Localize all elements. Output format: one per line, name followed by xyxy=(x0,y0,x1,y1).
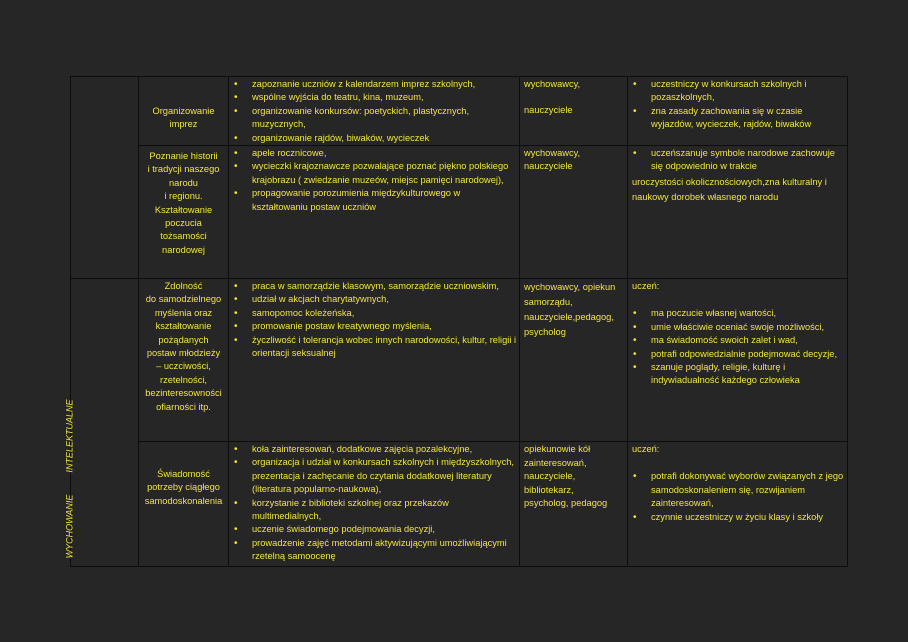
tasks-cell xyxy=(229,146,520,279)
list-item: • organizowanie rajdów, biwaków, wycieczek xyxy=(252,132,517,145)
list-item: • propagowanie porozumienia międzykulturowego w kształtowaniu postaw uczniów xyxy=(252,187,517,214)
goal-cell xyxy=(139,77,229,146)
list-item: • koła zainteresowań, dodatkowe zajęcia pozalekcyjne, xyxy=(252,443,517,456)
text-line xyxy=(524,91,623,104)
area-cell-empty xyxy=(71,77,139,279)
list-item: • zapoznanie uczniów z kalendarzem imprez szkolnych, xyxy=(252,78,517,91)
text-line: Kształtowanie xyxy=(154,204,213,215)
effects-cell xyxy=(628,146,848,279)
text-line: nauczyciele xyxy=(524,161,573,172)
text-line: kształtowanie xyxy=(155,321,212,332)
effects-text: uroczystości okolicznościowych,zna kulturalny i naukowy dorobek własnego narodu xyxy=(632,176,827,202)
list-item: • samopomoc koleżeńska, xyxy=(252,307,517,320)
list-item: • wycieczki krajoznawcze pozwalające poznać piękno polskiego krajobrazu ( zwiedzanie muzeów, miejsc pamięci narodowej), xyxy=(252,160,517,187)
text-line: rzetelności, xyxy=(159,374,208,385)
list-item: • apele rocznicowe, xyxy=(252,147,517,160)
text-line: psycholog, pedagog xyxy=(524,498,608,509)
text-line: i tradycji naszego xyxy=(147,164,220,175)
text-line: bezinteresowności xyxy=(145,388,222,399)
text-line: samodoskonalenia xyxy=(144,495,223,506)
text-line: psycholog xyxy=(524,327,566,338)
responsible-cell xyxy=(520,442,628,567)
list-item: • umie właściwie oceniać swoje możliwości, xyxy=(651,321,845,334)
list-item: • szanuje poglądy, religie, kulturę i indywiadualność każdego człowieka xyxy=(651,361,845,388)
text-line: wychowawcy, xyxy=(524,148,581,159)
text-line: Poznanie historii xyxy=(149,151,218,162)
goal-cell xyxy=(139,279,229,442)
list-item: • praca w samorządzie klasowym, samorządzie uczniowskim, xyxy=(252,280,517,293)
area-label-line-1: WYCHOWANIE xyxy=(64,494,75,559)
list-item: • uczenie świadomego podejmowania decyzji, xyxy=(252,523,517,536)
text-line: Świadomość xyxy=(157,469,210,480)
table-row xyxy=(71,146,848,279)
tasks-cell xyxy=(229,77,520,146)
text-line: wychowawcy, xyxy=(524,79,581,89)
text-line: opiekunowie kół zainteresowań, xyxy=(524,444,591,468)
goal-cell xyxy=(139,146,229,279)
responsible-cell xyxy=(520,146,628,279)
table-row xyxy=(71,279,848,442)
text-line: Organizowanie xyxy=(152,106,215,116)
responsible-cell xyxy=(520,279,628,442)
text-line: wychowawcy, opiekun samorządu, xyxy=(524,282,616,308)
text-line: potrzeby ciągłego xyxy=(147,482,220,493)
text-line: Zdolność xyxy=(164,281,203,292)
list-item: • uczestniczy w konkursach szkolnych i pozaszkolnych, xyxy=(651,78,845,105)
effects-cell xyxy=(628,279,848,442)
effects-cell xyxy=(628,442,848,567)
area-label xyxy=(64,399,77,558)
list-item: • korzystanie z biblioteki szkolnej oraz przekazów multimedialnych, xyxy=(252,497,517,524)
list-item: • organizowanie konkursów: poetyckich, plastycznych, muzycznych, xyxy=(252,105,517,132)
text-line: nauczyciele xyxy=(524,105,573,116)
table-row xyxy=(71,442,848,567)
list-item: • organizacja i udział w konkursach szkolnych i międzyszkolnych, prezentacja i zachęcanie do czytania dodatkowej literatury (literatura popularno-naukowa), xyxy=(252,456,517,496)
list-item: • ma świadomość swoich zalet i wad, xyxy=(651,334,845,347)
text-line: tożsamości xyxy=(160,231,207,242)
list-item: • zna zasady zachowania się w czasie wyjazdów, wycieczek, rajdów, biwaków xyxy=(651,105,845,132)
tasks-cell xyxy=(229,279,520,442)
responsible-cell xyxy=(520,77,628,146)
list-item: • wspólne wyjścia do teatru, kina, muzeum, xyxy=(252,91,517,104)
text-line: narodu xyxy=(169,177,198,188)
text-line: pożądanych xyxy=(158,334,209,345)
text-line: – uczciwości, xyxy=(156,361,211,372)
effects-intro: uczeń: xyxy=(632,281,660,292)
area-cell xyxy=(64,279,139,567)
goal-cell xyxy=(139,442,229,567)
text-line: poczucia xyxy=(165,218,202,229)
text-line: imprez xyxy=(169,119,198,130)
text-line: ofiarności itp. xyxy=(156,401,211,412)
list-item: • czynnie uczestniczy w życiu klasy i szkoły xyxy=(651,511,845,524)
list-item: • życzliwość i tolerancja wobec innych narodowości, kultur, religii i orientacji seksualnej xyxy=(252,334,517,361)
text-line: narodowej xyxy=(162,244,205,255)
education-plan-table xyxy=(64,76,848,567)
list-item: • udział w akcjach charytatywnych, xyxy=(252,293,517,306)
effects-intro: uczeń: xyxy=(632,444,660,455)
list-item: • uczeńszanuje symbole narodowe zachowuje się odpowiednio w trakcie xyxy=(651,147,845,174)
list-item: • potrafi odpowiedzialnie podejmować decyzje, xyxy=(651,348,845,361)
text-line: nauczyciele, xyxy=(524,471,576,482)
area-label-line-2: INTELEKTUALNE xyxy=(64,399,75,473)
text-line: bibliotekarz, xyxy=(524,484,574,495)
text-line: nauczyciele,pedagog, xyxy=(524,312,614,323)
list-item: • prowadzenie zajęć metodami aktywizującymi umożliwiającymi rzetelną samoocenę xyxy=(252,537,517,564)
list-item: • promowanie postaw kreatywnego myślenia, xyxy=(252,320,517,333)
text-line: myślenia oraz xyxy=(154,307,213,318)
text-line: do samodzielnego xyxy=(145,294,222,305)
table-row xyxy=(71,77,848,146)
list-item: • potrafi dokonywać wyborów związanych z jego samodoskonaleniem się, rozwijaniem zainteresowań, xyxy=(651,470,845,510)
text-line: i regionu. xyxy=(164,191,203,202)
tasks-cell xyxy=(229,442,520,567)
effects-cell xyxy=(628,77,848,146)
list-item: • ma poczucie własnej wartości, xyxy=(651,307,845,320)
text-line: postaw młodzieży xyxy=(146,348,221,359)
